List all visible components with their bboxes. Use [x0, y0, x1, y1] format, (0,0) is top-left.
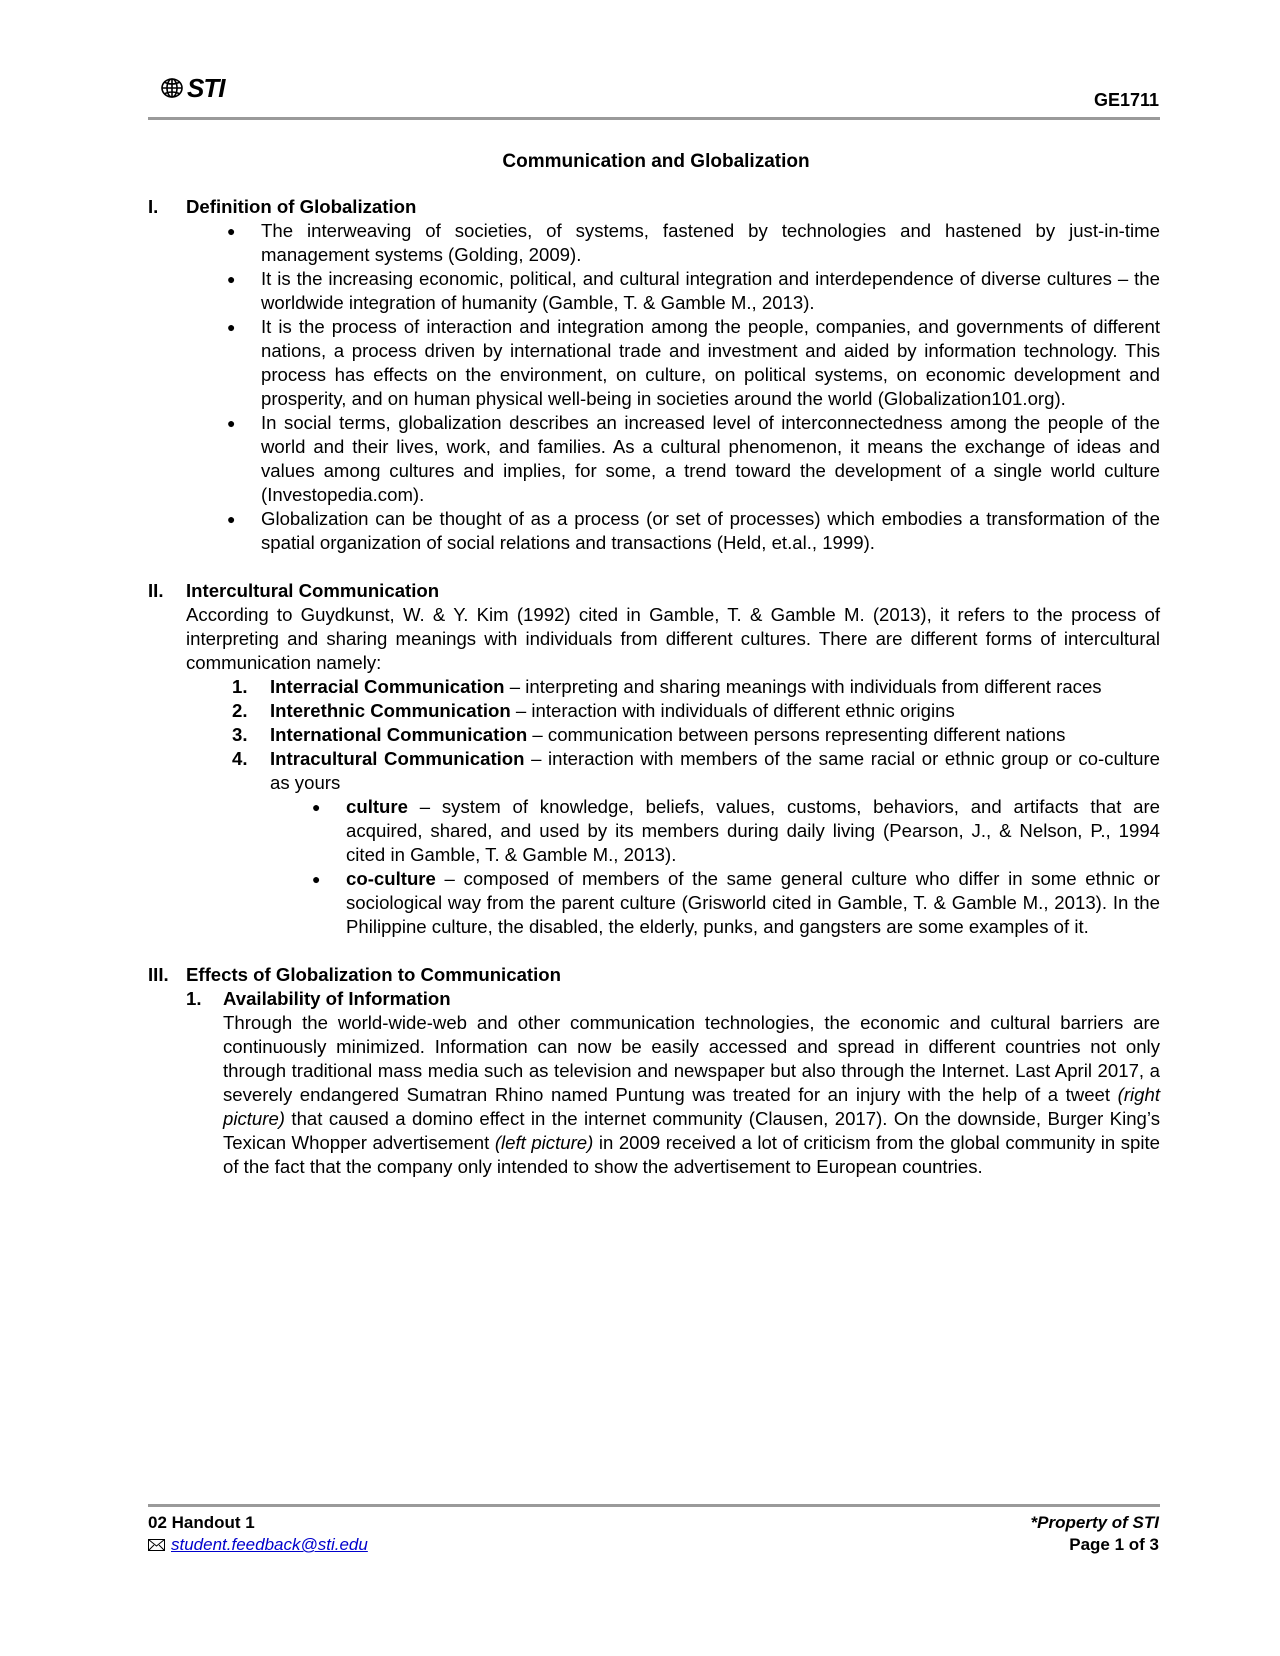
- item-number: 3.: [232, 724, 248, 745]
- sub-text: – system of knowledge, beliefs, values, customs, behaviors, and artifacts that are acquired, shared, and used by its members during daily living (Pearson, J., & Nelson, P., 1994 cited in Gamble, T. & Gamble M., 2013).: [346, 796, 1160, 865]
- course-code: GE1711: [1093, 90, 1159, 110]
- item-text: – interaction with members of the same racial or ethnic group or co-culture as yours: [270, 748, 1160, 793]
- section-number: III.: [148, 964, 169, 985]
- bullet-icon: ●: [227, 271, 236, 287]
- sti-logo: [159, 73, 225, 103]
- numbered-item: [232, 675, 1160, 699]
- footer-right: [1031, 1512, 1159, 1556]
- footer-email: [148, 1534, 368, 1556]
- list-item: [223, 219, 1160, 267]
- numbered-item: [232, 723, 1160, 747]
- sub-term: culture: [346, 796, 408, 817]
- bullet-icon: ●: [227, 511, 236, 527]
- footer-divider: [148, 1504, 1160, 1507]
- section-heading: [148, 579, 1160, 603]
- forms-list: [148, 675, 1160, 939]
- sublist-item: [308, 867, 1160, 939]
- envelope-icon: [148, 1539, 165, 1551]
- item-number: 4.: [232, 748, 248, 769]
- numbered-item: [232, 699, 1160, 723]
- item-number: 2.: [232, 700, 248, 721]
- bullet-icon: ●: [312, 799, 321, 815]
- subsection-paragraph: [148, 1011, 1160, 1179]
- numbered-item: [232, 747, 1160, 939]
- property-label: *Property of STI: [1030, 1513, 1159, 1532]
- page-number: Page 1 of 3: [1069, 1535, 1159, 1554]
- section-heading: [148, 963, 1160, 987]
- document-body: [148, 195, 1160, 1203]
- paragraph-text: Through the world-wide-web and other communication technologies, the economic and cultural barriers are continuously minimized. Information can now be easily accessed and spread in different countries not only through traditional mass media such as television and newspaper but also through the Internet. Last April 2017, a severely endangered Sumatran Rhino named Puntung was treated for an injury with the help of a tweet: [223, 1012, 1160, 1105]
- logo-text: STI: [187, 73, 225, 103]
- section-effects: [148, 963, 1160, 1179]
- list-item-text: The interweaving of societies, of systems, fastened by technologies and hastened by just-in-time management systems (Golding, 2009).: [261, 220, 1160, 265]
- section-definition: [148, 195, 1160, 555]
- section-title: Effects of Globalization to Communication: [186, 964, 561, 985]
- item-term: International Communication: [270, 724, 528, 745]
- bullet-icon: ●: [312, 871, 321, 887]
- section-intercultural: [148, 579, 1160, 939]
- section-intro: According to Guydkunst, W. & Y. Kim (1992) cited in Gamble, T. & Gamble M. (2013), it refers to the process of interpreting and sharing meanings with individuals from different cultures. There are different forms of intercultural communication namely:: [186, 604, 1160, 673]
- definition-sublist: [270, 795, 1160, 939]
- subsection-number: 1.: [186, 988, 202, 1009]
- bullet-icon: ●: [227, 415, 236, 431]
- document-title: Communication and Globalization: [502, 151, 810, 172]
- section-title: Definition of Globalization: [186, 196, 417, 217]
- paragraph-text: in 2009 received a lot of criticism from the global community in spite of the fact that the company only intended to show the advertisement to European countries.: [223, 1132, 1160, 1177]
- item-text: – interpreting and sharing meanings with individuals from different races: [504, 676, 1102, 697]
- list-item: [223, 507, 1160, 555]
- list-item-text: It is the increasing economic, political, and cultural integration and interdependence of diverse cultures – the worldwide integration of humanity (Gamble, T. & Gamble M., 2013).: [261, 268, 1160, 313]
- section-number: II.: [148, 580, 164, 601]
- list-item: [223, 411, 1160, 507]
- list-item: [223, 267, 1160, 315]
- paragraph-text: that caused a domino effect in the internet community (Clausen, 2017). On the downside, Burger King’s Texican Whopper advertisement: [223, 1108, 1160, 1153]
- sub-text: – composed of members of the same general culture who differ in some ethnic or sociological way from the parent culture (Grisworld cited in Gamble, T. & Gamble M., 2013). In the Philippine culture, the disabled, the elderly, punks, and gangsters are some examples of it.: [346, 868, 1160, 937]
- subsection-heading: [148, 987, 1160, 1011]
- subsection-title: Availability of Information: [223, 988, 451, 1009]
- section-title: Intercultural Communication: [186, 580, 440, 601]
- item-text: – interaction with individuals of different ethnic origins: [510, 700, 955, 721]
- list-item-text: It is the process of interaction and integration among the people, companies, and governments of different nations, a process driven by international trade and investment and aided by information technology. This process has effects on the environment, on culture, on political systems, on economic development and prosperity, and on human physical well-being in societies around the world (Globalization101.org).: [261, 316, 1160, 409]
- definition-list: [148, 219, 1160, 555]
- bullet-icon: ●: [227, 223, 236, 239]
- list-item: [223, 315, 1160, 411]
- bullet-icon: ●: [227, 319, 236, 335]
- emphasis-text: (right picture): [223, 1084, 1160, 1129]
- list-item-text: Globalization can be thought of as a process (or set of processes) which embodies a transformation of the spatial organization of social relations and transactions (Held, et.al., 1999).: [261, 508, 1160, 553]
- item-term: Intracultural Communication: [270, 748, 525, 769]
- section-heading: [148, 195, 1160, 219]
- footer-left: [148, 1512, 368, 1556]
- item-text: – communication between persons representing different nations: [527, 724, 1066, 745]
- sub-term: co-culture: [346, 868, 436, 889]
- globe-icon: [159, 76, 185, 100]
- email-link[interactable]: student.feedback@sti.edu: [171, 1535, 368, 1554]
- list-item-text: In social terms, globalization describes an increased level of interconnectedness among the people of the world and their lives, work, and families. As a cultural phenomenon, it means the exchange of ideas and values among cultures and implies, for some, a trend toward the development of a single world culture (Investopedia.com).: [261, 412, 1160, 505]
- handout-label: 02 Handout 1: [148, 1513, 255, 1532]
- section-number: I.: [148, 196, 159, 217]
- item-term: Interracial Communication: [270, 676, 505, 697]
- item-term: Interethnic Communication: [270, 700, 511, 721]
- emphasis-text: (left picture): [494, 1132, 594, 1153]
- item-number: 1.: [232, 676, 248, 697]
- sublist-item: [308, 795, 1160, 867]
- header-divider: [148, 117, 1160, 120]
